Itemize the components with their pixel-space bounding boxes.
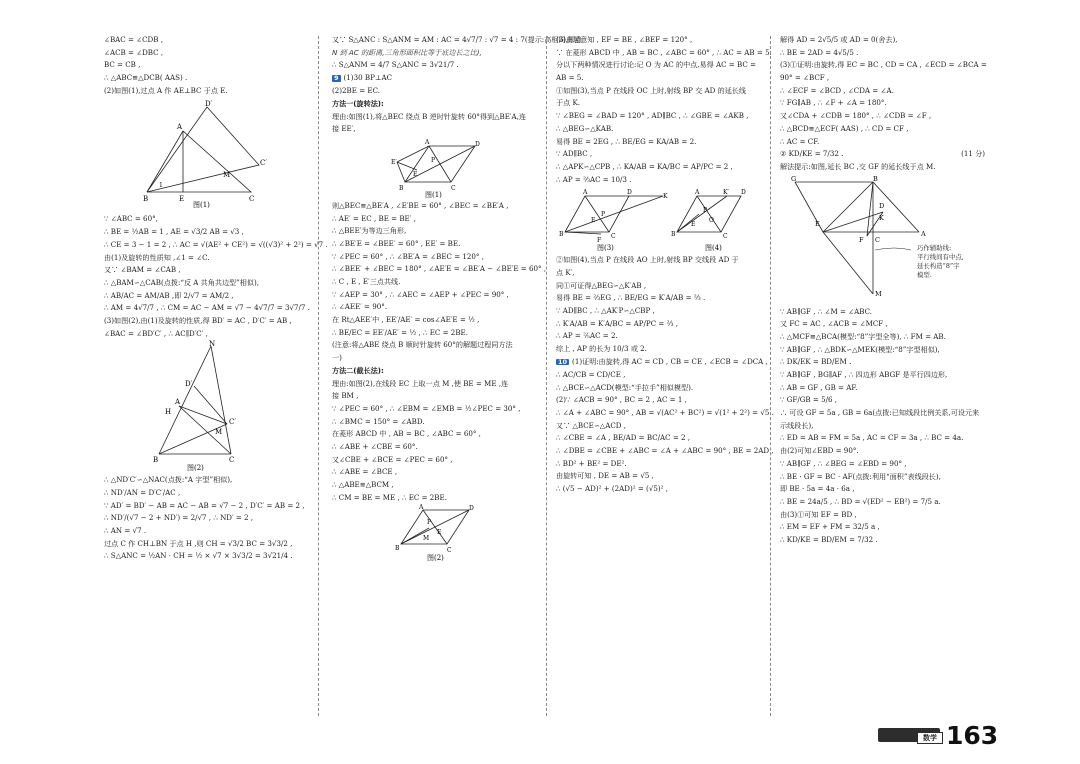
svg-text:A: A	[425, 138, 430, 146]
svg-text:C′: C′	[260, 159, 267, 168]
text-line: 同①可证得△BEG∽△K′AB ,	[556, 280, 647, 290]
svg-text:C: C	[611, 233, 616, 241]
text-line: BC = CB ,	[104, 60, 141, 70]
svg-text:B: B	[559, 231, 564, 239]
text-line: ∵ GF/GB = 5/6 ,	[780, 395, 838, 405]
text-line: 在菱形 ABCD 中 , AB = BC , ∠ABC = 60° ,	[332, 429, 481, 439]
svg-text:H: H	[165, 408, 172, 417]
text-line: ∴ △ND′C′∽△NAC(点拨:“A 字型”相似),	[104, 475, 233, 485]
text-line: 由(3)①可知 EF = BD ,	[780, 509, 857, 519]
text-line: 又 FC = AC , ∠ACB = ∠MCF ,	[780, 319, 888, 329]
text-line: ∴ △ABC≌△DCB( AAS) .	[104, 73, 188, 83]
text-line: 由旋转可知 , DE = AB = √5 ,	[556, 471, 654, 481]
text-line: ∴ AC = CF.	[780, 136, 820, 146]
column-divider	[318, 36, 319, 716]
page-number: 163	[946, 721, 999, 750]
callout-text: 平行线间有中点,	[916, 252, 964, 261]
text-line: ∴ AN = √7 .	[104, 526, 147, 536]
svg-text:C: C	[451, 184, 456, 192]
text-line: ∴ BE · GF = BC · AF(点拨:利用“面积”表线段长),	[780, 471, 941, 481]
rhombus-figure-4	[669, 188, 759, 252]
svg-text:B: B	[153, 456, 159, 465]
text-line: ∴ ∠A + ∠ABC = 90° , AB = √(AC² + BC²) = √(1² + 2²) = √5 .	[556, 407, 774, 417]
svg-text:A: A	[583, 189, 588, 197]
text-line: ①如图(3),当点 P 在线段 OC 上时,射线 BP 交 AD 的延长线	[556, 85, 747, 95]
callout-text: 延长构造“8”字	[916, 261, 960, 270]
text-line: ∵ ∠BEG = ∠BAD = 120° , AD∥BC , ∴ ∠GBE = ∠AKB ,	[556, 111, 749, 121]
text-line: ∵ AB∥GF , ∴ △BDK∽△MEK(模型:“8”字型相似),	[780, 344, 940, 354]
svg-text:A: A	[175, 398, 181, 407]
text-line: ∴ △BCD≌△ECF( AAS) , ∴ CD = CF ,	[780, 123, 909, 133]
text-line: ∴ AC/CB = CD/CE ,	[556, 369, 626, 379]
svg-text:D′: D′	[185, 380, 193, 389]
text-line: ∴ AM = 4√7/7 , ∴ CM = AC − AM = √7 − 4√7/7 = 3√7/7 .	[104, 303, 310, 313]
svg-text:A: A	[920, 229, 926, 238]
text-line: ∴ ND′/AN = D′C′/AC ,	[104, 488, 181, 497]
svg-text:A: A	[177, 123, 183, 132]
text-line: ∴ K′A/AB = K′A/BC = AP/PC = ⅔ ,	[556, 318, 678, 328]
text-line: 解法提示:如图,延长 BC ,交 GF 的延长线于点 M.	[780, 161, 936, 171]
text-line: (2)∵ ∠ACB = 90° , BC = 2 , AC = 1 ,	[556, 395, 687, 405]
text-line: ∴ BE/EC = EE′/AE′ = ½ , ∴ EC = 2BE.	[332, 327, 468, 337]
text-line: 点 K′,	[556, 267, 575, 277]
text-line: ∴ BD² + BE² = DE².	[556, 458, 627, 468]
callout-text: 模型.	[916, 270, 932, 279]
text-line: 在 Rt△AEE′中 , EE′/AE′ = cos∠AE′E = ½ ,	[332, 315, 480, 325]
svg-text:K′: K′	[723, 189, 729, 197]
svg-text:F: F	[597, 237, 602, 245]
text-line: ∠BAC = ∠CDB ,	[104, 35, 163, 44]
column-4	[780, 36, 985, 549]
rhombus-figure-1	[389, 138, 479, 198]
text-line: ∴ ∠AEE′ = 90°.	[332, 302, 388, 312]
text-line: 又∵ △BCE∽△ACD ,	[556, 420, 626, 430]
text-line: ∴ △MCF≌△BCA(模型:“8”字型全等), ∴ FM = AB.	[780, 331, 946, 341]
question-9-answer: 9 (1)30 BP⊥AC	[334, 73, 393, 83]
text-line: 易得 BE = 2EG , ∴ BE/EG = KA/AB = 2.	[556, 136, 697, 146]
svg-text:C: C	[447, 547, 452, 555]
rhombus-figure-3	[557, 188, 667, 252]
text-line: N 到 AC 的距离,三角形面积比等于底边长之比),	[332, 47, 482, 57]
text-line: ∴ EM = EF + FM = 32/5 a ,	[780, 522, 880, 532]
text-line: 于点 K.	[556, 98, 580, 108]
svg-text:E: E	[179, 195, 185, 204]
text-line: (3)如图(2),由(1)及旋转的性质,得 BD′ = AC , D′C′ = AB ,	[104, 315, 292, 325]
text-line: ∴ S△ANM = 4/7 S△ANC = 3√21/7 .	[332, 60, 459, 70]
svg-text:P: P	[431, 156, 436, 164]
question-number-badge: 10	[558, 357, 568, 366]
score-label: (11 分)	[961, 149, 985, 159]
svg-text:N: N	[209, 340, 216, 349]
svg-text:D: D	[741, 189, 746, 197]
text-line: ∴ AP = ⅖AC = 2.	[556, 331, 618, 341]
svg-text:C: C	[229, 456, 235, 465]
text-line: ∴ BE = 2AD = 4√5/5 .	[780, 47, 859, 57]
text-line: ∴ ∠BE′E = ∠BEE′ = 60° , EE′ = BE.	[332, 238, 461, 248]
text-line: 又∵ ∠BAM = ∠CAB ,	[104, 265, 181, 275]
text-line: 又∠CDA + ∠CDB = 180° , ∴ ∠CDB = ∠F ,	[780, 111, 932, 121]
text-line: ∴ BE = ½AB = 1 , AE = √3/2 AB = √3 ,	[104, 227, 244, 237]
text-line: ∵ ∠AEP = 30° , ∴ ∠AEC = ∠AEP + ∠PEC = 90° ,	[332, 289, 509, 299]
question-number-badge: 9	[334, 74, 339, 83]
text-line: ∵ AD∥BC ,	[556, 149, 593, 159]
svg-text:A: A	[695, 189, 700, 197]
column-1	[104, 35, 328, 565]
text-line: 则△BEC≌△BE′A , ∠E′BE = 60° , ∠BEC = ∠BE′A ,	[332, 200, 509, 210]
svg-text:P: P	[601, 211, 606, 219]
text-line: 解得 AD = 2√5/5 或 AD = 0(舍去),	[780, 35, 898, 44]
text-line: ∵ AB∥GF , BG∥AF , ∴ 四边形 ABGF 是平行四边形,	[780, 370, 948, 379]
svg-text:E: E	[691, 221, 696, 229]
text-line: ∴ CE = 3 − 1 = 2 , ∴ AC = √(AE² + CE²) = √((√3)² + 2²) = √7 .	[104, 239, 328, 249]
text-line: ② KD/KE = 7/32 . (11 分)	[780, 149, 985, 159]
svg-text:C: C	[723, 233, 728, 241]
text-line: ∴ ∠DBE = ∠CBE + ∠ABC = ∠A + ∠ABC = 90° , BE = 2AD ,	[556, 445, 774, 455]
figure-caption: 图(2)	[427, 554, 444, 563]
text-line: 分以下两种情况进行讨论:记 O 为 AC 的中点,易得 AC = BC =	[556, 60, 756, 70]
svg-text:B: B	[143, 195, 149, 204]
text-line: ∴ C , E , E′三点共线.	[332, 277, 401, 287]
text-line: (2)2BE = EC.	[332, 86, 381, 96]
column-3	[556, 35, 774, 498]
text-line: ∴ △ABE≌△BCM ,	[332, 480, 394, 490]
svg-text:O: O	[709, 217, 714, 225]
text-line: ∴ KD/KE = BD/EM = 7/32 .	[780, 534, 878, 544]
text-line: (3)由题意知 , EF = BE , ∠BEF = 120° ,	[556, 35, 693, 44]
text-line: 接 BM ,	[332, 391, 359, 401]
figure-row	[556, 188, 760, 252]
svg-text:G: G	[790, 174, 796, 183]
svg-text:C: C	[249, 195, 255, 204]
svg-text:E′: E′	[391, 158, 397, 166]
column-divider	[546, 36, 547, 716]
subject-label: 数学	[917, 732, 943, 744]
text-line: ∴ △APK∽△CPB , ∴ KA/AB = KA/BC = AP/PC = 2 ,	[556, 161, 733, 171]
text-line: ∴ AE′ = EC , BE = BE′ ,	[332, 213, 416, 223]
text-line: ∴ 可设 GF = 5a , GB = 6a(点拨:已知线段比例关系,可设元来	[780, 408, 980, 418]
geometry-figure-1	[139, 99, 269, 211]
text-line: ∴ △BEG∽△KAB.	[556, 123, 614, 133]
text-line: 又∠CBE + ∠BCE = ∠PEC = 60° ,	[332, 454, 453, 464]
text-line: 一)	[332, 353, 342, 363]
text-line: ∴ △BAM∽△CAB(点拨:“反 A 共角共边型”相似),	[104, 277, 259, 287]
text-line: 由(2)可知∠EBD = 90°.	[780, 446, 859, 456]
svg-text:P: P	[703, 207, 708, 215]
text-line: ∴ ∠ABE + ∠CBE = 60°.	[332, 441, 418, 451]
svg-text:K: K	[663, 193, 668, 201]
svg-text:F: F	[858, 235, 864, 244]
text-line: ∴ △BEE′为等边三角形,	[332, 226, 407, 236]
svg-text:M: M	[423, 535, 430, 543]
text-line: ∴ AB/AC = AM/AB ,即 2/√7 = AM/2 ,	[104, 290, 234, 300]
text-line: ∵ AB∥GF , ∴ ∠M = ∠ABC.	[780, 306, 873, 316]
text-line: 综上 , AP 的长为 10/3 或 2.	[556, 344, 647, 354]
text-line: 易得 BE = ⅔EG , ∴ BE/EG = K′A/AB = ⅔ .	[556, 293, 706, 303]
svg-text:M: M	[874, 289, 882, 298]
svg-text:B: B	[872, 174, 878, 183]
text-line: 由(1)及旋转的性质知 ,∠1 = ∠C.	[104, 252, 210, 262]
text-line: 示线段长),	[780, 420, 814, 430]
text-line: ∵ ∠PEC = 60° , ∴ ∠BE′A = ∠BEC = 120° ,	[332, 251, 484, 261]
text-line: (注意:将△ABE 绕点 B 顺时针旋转 60°的解题过程同方法	[332, 340, 513, 350]
svg-text:D: D	[627, 189, 632, 197]
text-line: 又∵ S△ANC : S△ANM = AM : AC = 4√7/7 : √7 = 4 : 7(提示:高相同,即点	[332, 35, 582, 44]
text-line: 理由:如图(2),在线段 EC 上取一点 M ,使 BE = ME ,连	[332, 378, 509, 388]
svg-text:A: A	[419, 504, 424, 512]
svg-text:D: D	[469, 505, 474, 513]
svg-text:D: D	[878, 201, 884, 210]
svg-text:E: E	[413, 170, 418, 178]
text-line: 即 BE · 5a = 4a · 6a ,	[780, 484, 855, 494]
text-line: ∵ ∠ABC = 60°,	[104, 214, 158, 224]
text-line: ∴ DK/EK = BD/EM .	[780, 357, 852, 367]
figure-caption: 图(1)	[193, 201, 210, 210]
svg-text:P: P	[427, 519, 432, 527]
text-line: ∵ AD∥BC , ∴ △AK′P∽△CBP ,	[556, 306, 655, 315]
figure-caption: 图(1)	[425, 190, 442, 199]
method-heading: 方法一(旋转法):	[332, 98, 384, 108]
svg-text:C: C	[874, 235, 880, 244]
svg-text:D′: D′	[205, 100, 213, 109]
svg-text:E: E	[437, 529, 442, 537]
text-line: ∵ AB∥GF , ∴ ∠BEG = ∠EBD = 90° ,	[780, 458, 907, 468]
text-line: ∴ AB = GF , GB = AF.	[780, 382, 858, 392]
callout-text: 巧作辅助线:	[916, 243, 951, 252]
text-line: 过点 C 作 CH⊥BN 于点 H ,则 CH = √3/2 BC = 3√3/2 ,	[104, 538, 293, 548]
svg-text:B: B	[395, 545, 400, 553]
text-line: (3)①证明:由旋转,得 EC = BC , CD = CA , ∠ECD = ∠BCA =	[780, 60, 987, 70]
question-10-answer: 10 (1)证明:由旋转,得 AC = CD , CB = CE , ∠ECB = ∠DCA ,	[558, 356, 768, 366]
svg-text:E: E	[814, 219, 820, 228]
text-line: 理由:如图(1),将△BEC 绕点 B 逆时针旋转 60°得到△BE′A,连	[332, 111, 527, 121]
svg-text:E: E	[591, 217, 596, 225]
svg-text:K: K	[878, 213, 884, 222]
figure-caption: 图(2)	[187, 464, 204, 473]
text-line: ②如图(4),当点 P 在线段 AO 上时,射线 BP 交线段 AD 于	[556, 255, 739, 265]
svg-text:B: B	[671, 231, 676, 239]
text-line: ∴ CM = BE = ME , ∴ EC = 2BE.	[332, 492, 447, 502]
figure-caption: 图(3)	[597, 244, 614, 253]
text-line: ∵ 在菱形 ABCD 中 , AB = BC , ∠ABC = 60° , ∴ AC = AB = 5.	[556, 47, 772, 57]
text-line: ∴ S△ANC = ½AN · CH = ½ × √7 × 3√3/2 = 3√21/4 .	[104, 551, 293, 561]
text-line: 90° = ∠BCF ,	[780, 73, 830, 83]
column-divider	[770, 36, 771, 716]
text-line: ∠BAC = ∠BD′C′ , ∴ AC∥D′C′ ,	[104, 328, 208, 338]
svg-text:M: M	[223, 171, 231, 180]
text-line: ∴ ND′/(√7 − 2 + ND′) = 2/√7 , ∴ ND′ = 2 ,	[104, 513, 254, 523]
geometry-figure-2	[149, 342, 259, 472]
text-line: 接 EE′,	[332, 124, 356, 134]
text-line: ∴ ∠BEE′ + ∠BEC = 180° , ∠AE′E = ∠BE′A − ∠BE′E = 60° ,	[332, 264, 547, 274]
text-line: ∴ BE = 24a/5 , ∴ BD = √(ED² − EB²) = 7/5 a.	[780, 496, 941, 506]
text-line: AB = 5.	[556, 73, 584, 83]
svg-text:C′: C′	[229, 418, 236, 427]
text-line: ∵ ∠PEC = 60° , ∴ ∠EBM = ∠EMB = ½∠PEC = 30° ,	[332, 403, 521, 413]
method-heading: 方法二(截长法):	[332, 365, 384, 375]
text-line: ∴ AP = ⅔AC = 10/3 .	[556, 174, 632, 184]
text-line: ∴ ∠BMC = 150° = ∠ABD.	[332, 416, 425, 426]
figure-caption: 图(4)	[705, 244, 722, 253]
svg-text:B: B	[399, 184, 404, 192]
text-line: ∴ △BCE∽△ACD(模型:“手拉手”相似模型).	[556, 382, 694, 392]
text-line: ∵ FG∥AB , ∴ ∠F + ∠A = 180°.	[780, 98, 887, 108]
text-line: ∠ACB = ∠DBC ,	[104, 47, 164, 57]
geometry-figure-col4	[783, 176, 983, 304]
text-line: ∴ ∠CBE = ∠A , BE/AD = BC/AC = 2 ,	[556, 433, 691, 443]
text-line: ∴ (√5 − AD)² + (2AD)² = (√5)² ,	[556, 484, 668, 494]
svg-text:D: D	[475, 140, 480, 148]
svg-text:1: 1	[159, 182, 163, 190]
text-line: ∴ ∠ECF = ∠BCD , ∠CDA = ∠A.	[780, 85, 894, 95]
text-line: ∴ ED = AB = FM = 5a , AC = CF = 3a , ∴ BC = 4a.	[780, 433, 964, 443]
rhombus-figure-2	[389, 506, 479, 562]
text-line: (2)如图(1),过点 A 作 AE⊥BC 于点 E.	[104, 85, 228, 95]
text-line: ∵ AD′ = BD′ − AB = AC − AB = √7 − 2 , D′C′ = AB = 2 ,	[104, 500, 305, 510]
text-line: ∴ ∠ABE = ∠BCE ,	[332, 467, 398, 477]
svg-text:M: M	[215, 428, 223, 437]
